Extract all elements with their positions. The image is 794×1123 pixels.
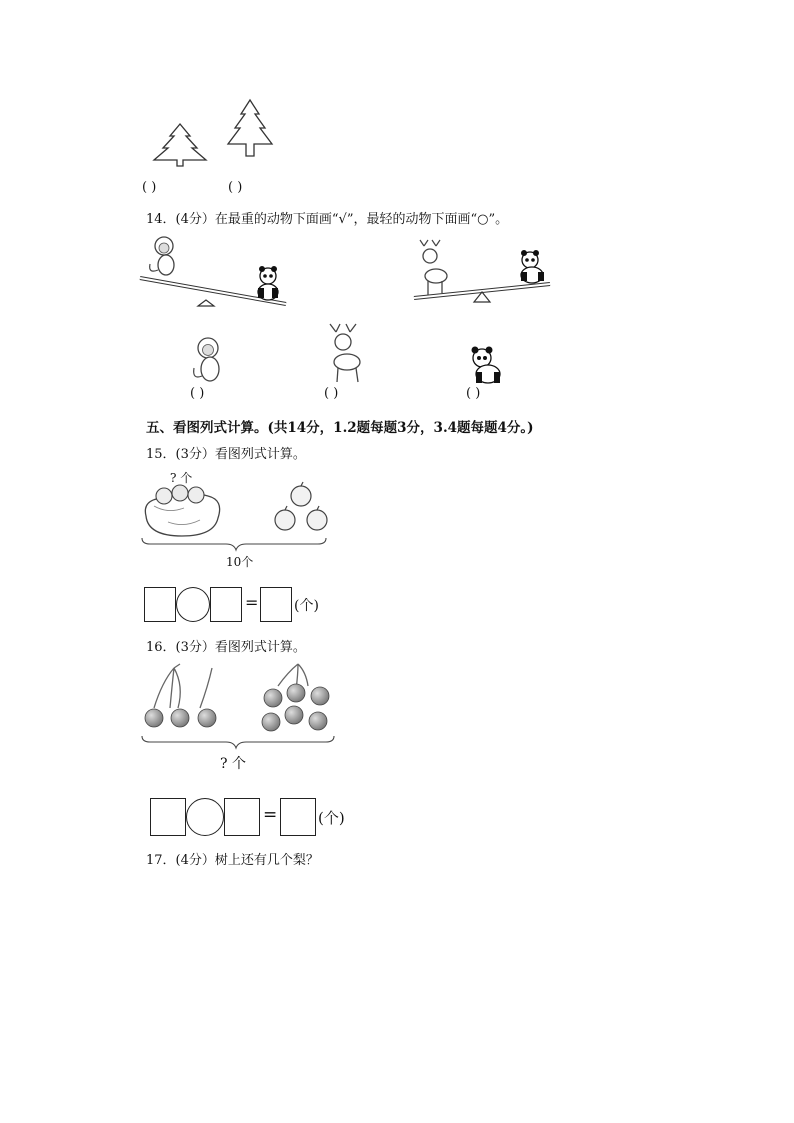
panda-answer-blank[interactable]: ( ) — [466, 386, 481, 401]
operator-circle[interactable] — [186, 798, 224, 836]
unit-label: (个) — [318, 809, 345, 827]
unit-label: (个) — [294, 598, 319, 614]
answer-box-result[interactable] — [260, 587, 292, 622]
operator-circle[interactable] — [176, 587, 210, 622]
question-16-prompt: 16．(3分）看图列式计算。 — [146, 640, 306, 655]
deer-icon — [320, 322, 368, 384]
tree-answer-blank-1[interactable]: ( ) — [142, 180, 157, 195]
answer-box-2[interactable] — [224, 798, 260, 836]
question-14-prompt: 14．(4分）在最重的动物下面画“√”，最轻的动物下面画“○”。 — [146, 212, 509, 227]
answer-box-result[interactable] — [280, 798, 316, 836]
small-tree-icon — [150, 122, 210, 167]
cherries-illustration — [138, 662, 343, 748]
monkey-answer-blank[interactable]: ( ) — [190, 386, 205, 401]
deer-answer-blank[interactable]: ( ) — [324, 386, 339, 401]
seesaw-deer-panda — [410, 240, 555, 308]
answer-box-2[interactable] — [210, 587, 242, 622]
equals-sign: = — [263, 805, 278, 825]
total-count-label: 10个 — [226, 555, 254, 569]
seesaw-monkey-panda — [138, 232, 290, 310]
question-17-prompt: 17．(4分）树上还有几个梨？ — [146, 853, 319, 868]
tall-tree-icon — [222, 98, 278, 160]
tree-answer-blank-2[interactable]: ( ) — [228, 180, 243, 195]
monkey-icon — [190, 336, 230, 386]
answer-box-1[interactable] — [150, 798, 186, 836]
section-5-title: 五、看图列式计算。(共14分，1.2题每题3分，3.4题每题4分。) — [146, 420, 534, 436]
panda-icon — [466, 346, 506, 386]
question-15-prompt: 15．(3分）看图列式计算。 — [146, 447, 306, 462]
unknown-total-label: ? 个 — [220, 756, 246, 772]
unknown-count-label: ? 个 — [170, 471, 193, 485]
answer-box-1[interactable] — [144, 587, 176, 622]
apples-in-bag-illustration — [138, 482, 338, 546]
equals-sign: = — [245, 593, 259, 612]
